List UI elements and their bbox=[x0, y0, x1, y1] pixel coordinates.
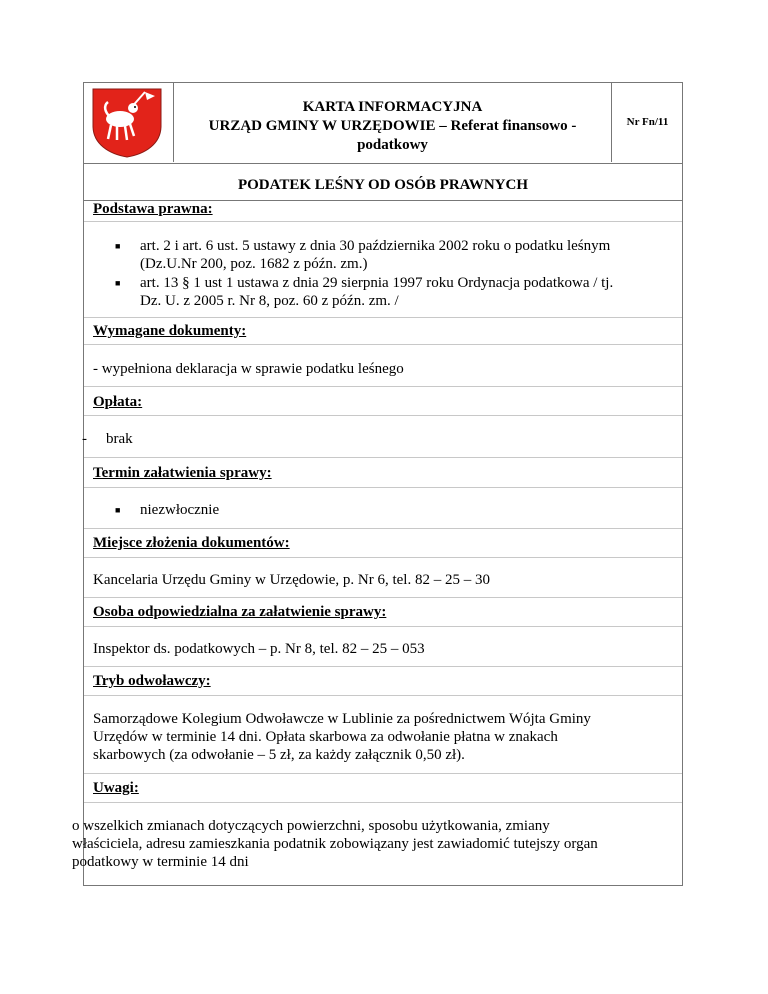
notes-line3: podatkowy w terminie 14 dni bbox=[72, 854, 249, 870]
section-divider bbox=[84, 487, 682, 488]
card-number: Nr Fn/11 bbox=[626, 116, 669, 128]
responsible-text: Inspektor ds. podatkowych – p. Nr 8, tel. 82 – 25 – 053 bbox=[93, 641, 425, 657]
fee-text: brak bbox=[106, 431, 133, 447]
section-divider bbox=[84, 557, 682, 558]
page-title: PODATEK LEŚNY OD OSÓB PRAWNYCH bbox=[237, 177, 529, 193]
notes-heading: Uwagi: bbox=[93, 780, 139, 796]
info-card bbox=[72, 82, 683, 886]
required-docs-text: - wypełniona deklaracja w sprawie podatku leśnego bbox=[93, 361, 404, 377]
bullet-square-icon: ■ bbox=[115, 241, 121, 251]
section-divider bbox=[84, 695, 682, 696]
header-title-line2: URZĄD GMINY W URZĘDOWIE – Referat finansowo - bbox=[208, 118, 577, 134]
section-divider bbox=[84, 597, 682, 598]
header-title-line1: KARTA INFORMACYJNA bbox=[302, 99, 483, 115]
bullet-square-icon: ■ bbox=[115, 505, 121, 515]
crest-cell bbox=[84, 83, 174, 162]
section-divider bbox=[84, 317, 682, 318]
header-title bbox=[174, 83, 612, 162]
section-divider bbox=[84, 666, 682, 667]
card-header bbox=[84, 83, 682, 164]
responsible-heading: Osoba odpowiedzialna za załatwienie sprawy: bbox=[93, 604, 387, 620]
appeal-line3: skarbowych (za odwołanie – 5 zł, za każdy załącznik 0,50 zł). bbox=[93, 747, 465, 763]
legal-basis-item-2-line1: art. 13 § 1 ust 1 ustawa z dnia 29 sierpnia 1997 roku Ordynacja podatkowa / tj. bbox=[140, 275, 614, 291]
legal-basis-item-1-line1: art. 2 i art. 6 ust. 5 ustawy z dnia 30 października 2002 roku o podatku leśnym bbox=[140, 238, 611, 254]
section-divider bbox=[84, 802, 682, 803]
header-title-line3: podatkowy bbox=[357, 137, 428, 153]
section-divider bbox=[84, 626, 682, 627]
appeal-line1: Samorządowe Kolegium Odwoławcze w Lublinie za pośrednictwem Wójta Gminy bbox=[93, 711, 591, 727]
section-divider bbox=[84, 344, 682, 345]
deadline-heading: Termin załatwienia sprawy: bbox=[93, 465, 272, 481]
notes-line1: o wszelkich zmianach dotyczących powierzchni, sposobu użytkowania, zmiany bbox=[72, 818, 550, 834]
appeal-line2: Urzędów w terminie 14 dni. Opłata skarbowa za odwołanie płatna w znakach bbox=[93, 729, 558, 745]
notes-line2: właściciela, adresu zamieszkania podatnik zobowiązany jest zawiadomić tutejszy organ bbox=[72, 836, 598, 852]
bullet-square-icon: ■ bbox=[115, 278, 121, 288]
required-docs-heading: Wymagane dokumenty: bbox=[93, 323, 247, 339]
fee-dash: - bbox=[82, 431, 87, 447]
legal-basis-item-2-line2: Dz. U. z 2005 r. Nr 8, poz. 60 z późn. zm. / bbox=[140, 293, 399, 309]
section-divider bbox=[84, 221, 682, 222]
fee-heading: Opłata: bbox=[93, 394, 143, 410]
coat-of-arms-icon bbox=[89, 86, 165, 158]
submission-place-text: Kancelaria Urzędu Gminy w Urzędowie, p. Nr 6, tel. 82 – 25 – 30 bbox=[93, 572, 490, 588]
section-divider bbox=[84, 528, 682, 529]
submission-place-heading: Miejsce złożenia dokumentów: bbox=[93, 535, 290, 551]
legal-basis-heading: Podstawa prawna: bbox=[93, 201, 213, 217]
section-divider bbox=[84, 773, 682, 774]
legal-basis-item-1-line2: (Dz.U.Nr 200, poz. 1682 z późn. zm.) bbox=[140, 256, 368, 272]
section-divider bbox=[84, 457, 682, 458]
appeal-heading: Tryb odwoławczy: bbox=[93, 673, 211, 689]
deadline-text: niezwłocznie bbox=[140, 502, 220, 518]
section-divider bbox=[84, 386, 682, 387]
section-divider bbox=[84, 415, 682, 416]
